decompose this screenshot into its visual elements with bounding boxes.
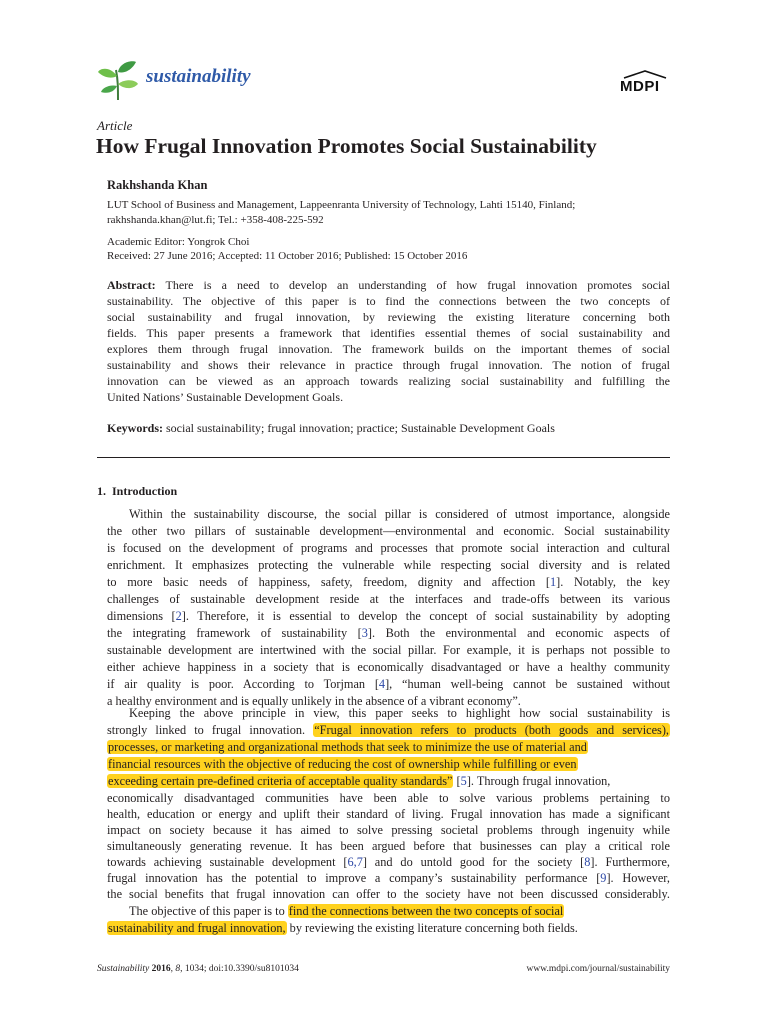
abstract-line: Abstract: There is a need to develop an understanding of how frugal innovation promotes social [107, 278, 670, 292]
mdpi-logo [618, 70, 672, 100]
citation-link[interactable]: 5 [460, 774, 467, 788]
abstract-line: explores them through frugal innovation. The framework builds on the important themes of social [107, 342, 670, 356]
p2-line: frugal innovation has the potential to improve a company’s sustainability performance [9]. However, [107, 871, 670, 885]
footer-url[interactable]: www.mdpi.com/journal/sustainability [526, 964, 670, 974]
abstract-line: fields. This paper presents a framework that identifies essential themes of social sustainability and [107, 326, 670, 340]
p2-line: the social benefits that frugal innovation can offer to the society have not been discussed considerably. [107, 887, 670, 901]
p2-line: towards achieving sustainable development [6,7] and do untold good for the society [8]. Furthermore, [107, 855, 670, 869]
highlighted-objective: sustainability and frugal innovation, [108, 921, 286, 935]
academic-editor: Academic Editor: Yongrok Choi [107, 236, 250, 248]
journal-name: sustainability [146, 66, 251, 87]
footer-citation: Sustainability 2016, 8, 1034; doi:10.3390/su8101034 [97, 964, 299, 974]
affiliation-line-1: LUT School of Business and Management, Lappeenranta University of Technology, Lahti 15140, Finland; [107, 199, 576, 211]
section-heading: 1. Introduction [97, 484, 178, 498]
citation-link[interactable]: 3 [361, 626, 368, 640]
dates: Received: 27 June 2016; Accepted: 11 October 2016; Published: 15 October 2016 [107, 250, 468, 262]
p2-line: health, education or energy and uplift their standard of living. Frugal innovation has made a significant [107, 807, 670, 821]
citation-link[interactable]: 4 [378, 677, 386, 691]
p2-line: economically disadvantaged communities have been able to solve various problems pertaining to [107, 791, 670, 805]
p1-line: Within the sustainability discourse, the social pillar is considered of utmost importance, alongside [129, 507, 670, 521]
author: Rakhshanda Khan [107, 178, 208, 192]
citation-link[interactable]: 6,7 [347, 855, 363, 869]
highlighted-quote: financial resources with the objective of reducing the cost of ownership while fulfilling or even [108, 757, 577, 771]
divider [97, 457, 670, 458]
abstract-line: social sustainability and frugal innovation, by reviewing the existing literature concerning both [107, 310, 670, 324]
p1-line: to more basic needs of happiness, safety, freedom, dignity and affection [1]. Notably, the key [107, 575, 670, 589]
keywords-label: Keywords: [107, 421, 163, 435]
abstract-label: Abstract: [107, 278, 156, 292]
p2-line: Keeping the above principle in view, this paper seeks to highlight how social sustainability is [129, 706, 670, 720]
affiliation-line-2: rakhshanda.khan@lut.fi; Tel.: +358-408-225-592 [107, 214, 324, 226]
leaf-icon [96, 58, 142, 102]
abstract-line: sustainability and shows their relevance in practice through frugal innovation. The notion of frugal [107, 358, 670, 372]
highlighted-quote: “Frugal innovation refers to products (both goods and services), [314, 723, 669, 737]
journal-logo [96, 58, 296, 102]
p1-line: is focused on the development of programs and processes that promote social interaction and cultural [107, 541, 670, 555]
p1-line: dimensions [2]. Therefore, it is essential to develop the concept of social sustainability by adopting [107, 609, 670, 623]
highlighted-quote: exceeding certain pre-defined criteria of acceptable quality standards” [108, 774, 453, 788]
p1-line: either achieve happiness in a society that is economically disadvantaged or have a healthy community [107, 660, 670, 674]
p2-line: impact on society because it has aimed to solve pressing societal problems through ingenuity while [107, 823, 670, 837]
p1-line: the other two pillars of sustainable development—environmental and economic. Social sustainability [107, 524, 670, 538]
p1-line: if air quality is poor. According to Torjman [4], “human well-being cannot be sustained without [107, 677, 670, 691]
p3-line: The objective of this paper is to find the connections between the two concepts of social [129, 904, 564, 918]
abstract [107, 277, 670, 405]
p2-line: strongly linked to frugal innovation. “Frugal innovation refers to products (both goods and services), [107, 723, 669, 737]
abstract-line: innovation can be viewed as an approach towards realizing social sustainability and fulfilling the [107, 374, 670, 388]
highlighted-quote: processes, or marketing and organizational methods that seek to minimize the use of material and [108, 740, 587, 754]
highlighted-objective: find the connections between the two concepts of social [288, 904, 564, 918]
citation-link[interactable]: 2 [175, 609, 182, 623]
citation-link[interactable]: 9 [600, 871, 607, 885]
publisher-name: MDPI [620, 78, 660, 95]
keywords: Keywords: social sustainability; frugal innovation; practice; Sustainable Development Goals [107, 421, 555, 435]
page-title: How Frugal Innovation Promotes Social Sustainability [96, 134, 597, 158]
p1-line: enrichment. It emphasizes protecting the vulnerable while respecting social diversity and is related [107, 558, 670, 572]
p2-line: simultaneously generating revenue. It has been argued before that businesses can play a critical role [107, 839, 670, 853]
p2-line [107, 740, 670, 755]
p1-line: a healthy environment and is equally unlikely in the absence of a vibrant economy”. [107, 694, 521, 708]
citation-link[interactable]: 8 [584, 855, 591, 869]
citation-link[interactable]: 1 [550, 575, 557, 589]
p1-line: the integrating framework of sustainability [3]. Both the environmental and economic aspects of [107, 626, 670, 640]
p1-line: sustainable development are intertwined with the social pillar. For example, it is perhaps not possible to [107, 643, 670, 657]
p2-line [107, 757, 670, 772]
article-type: Article [97, 118, 133, 133]
abstract-line: sustainability. The objective of this paper is to find the connections between the two concepts of [107, 294, 670, 308]
p3-line: sustainability and frugal innovation, by reviewing the existing literature concerning both fields. [108, 921, 578, 935]
p2-line: exceeding certain pre-defined criteria of acceptable quality standards” [5]. Through frugal innovation, [108, 774, 611, 788]
p1-line: challenges of sustainable development reside at the interfaces and trade-offs between its various [107, 592, 670, 606]
abstract-line: United Nations’ Sustainable Development Goals. [107, 390, 344, 404]
